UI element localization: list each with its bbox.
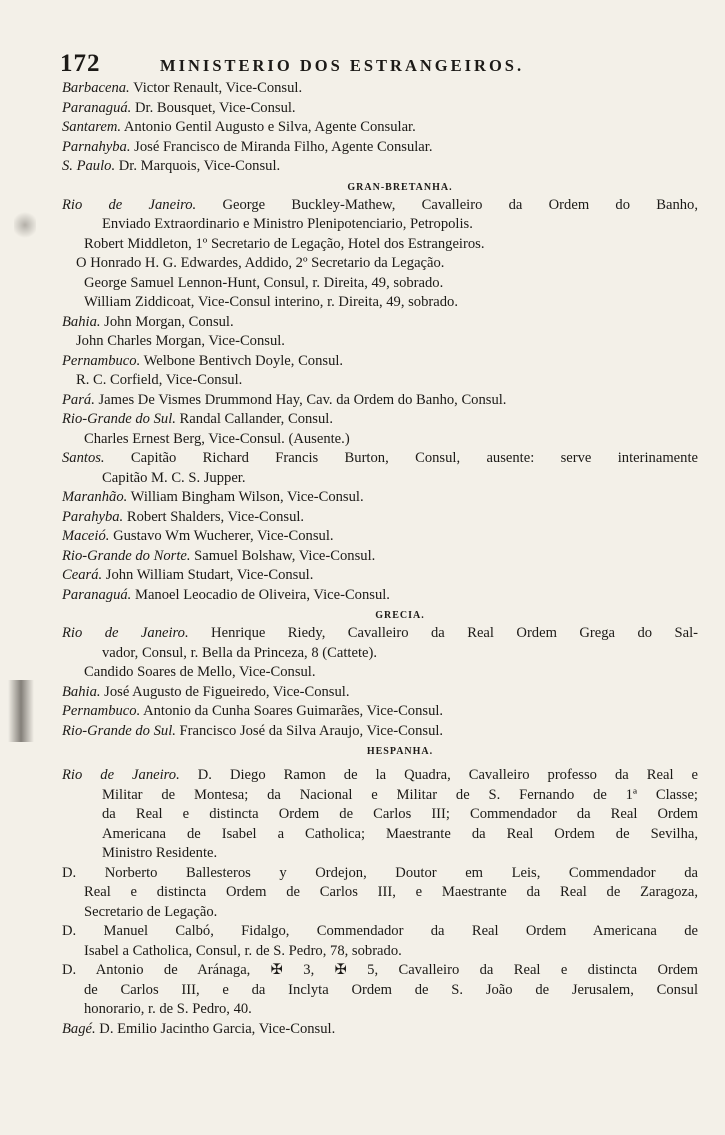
entry-text: Capitão Richard Francis Burton, Consul, ausente: serve interinamente: [104, 450, 698, 466]
entry-text: José Augusto de Figueiredo, Vice-Consul.: [100, 683, 350, 700]
place-name: Rio de Janeiro.: [62, 196, 197, 213]
directory-listing: [62, 79, 698, 1039]
directory-line: [62, 864, 698, 884]
directory-line: [62, 157, 698, 177]
directory-line: [62, 922, 698, 942]
page-title: MINISTERIO DOS ESTRANGEIROS.: [160, 56, 525, 75]
place-name: Parnahyba.: [62, 138, 131, 155]
place-name: Ceará.: [62, 567, 103, 583]
directory-line: [62, 430, 698, 450]
place-name: Bagé.: [62, 1020, 96, 1037]
entry-text: Randal Callander, Consul.: [175, 411, 333, 427]
entry-text: O Honrado H. G. Edwardes, Addido, 2º Secretario da Legação.: [76, 255, 445, 271]
place-name: Pará.: [62, 391, 95, 408]
directory-line: [62, 196, 698, 216]
place-name: Rio-Grande do Sul.: [62, 411, 176, 427]
entry-text: George Buckley-Mathew, Cavalleiro da Ordem do Banho,: [196, 196, 698, 213]
place-name: Maceió.: [62, 528, 110, 544]
entry-text: Robert Shalders, Vice-Consul.: [123, 508, 305, 525]
directory-line: [62, 371, 698, 391]
scan-mark: [14, 210, 36, 240]
directory-line: [62, 722, 698, 742]
entry-text: R. C. Corfield, Vice-Consul.: [76, 372, 243, 388]
place-name: Pernambuco.: [62, 352, 141, 369]
directory-line: [62, 624, 698, 644]
entry-text: Antonio Gentil Augusto e Silva, Agente Consular.: [121, 119, 416, 135]
place-name: Barbacena.: [62, 80, 130, 96]
directory-line: [62, 786, 698, 806]
place-name: Bahia.: [62, 683, 101, 700]
directory-line: [62, 1000, 698, 1020]
directory-line: [62, 586, 698, 606]
directory-line: [62, 644, 698, 664]
entry-text: de Carlos III, e da Inclyta Ordem de S. João de Jerusalem, Consul: [84, 981, 698, 998]
directory-line: [62, 79, 698, 99]
directory-line: [62, 352, 698, 372]
entry-text: Real e distincta Ordem de Carlos III, e Maestrante da Real de Zaragoza,: [84, 884, 698, 900]
directory-line: [62, 961, 698, 981]
entry-text: William Bingham Wilson, Vice-Consul.: [127, 489, 364, 505]
entry-text: Charles Ernest Berg, Vice-Consul. (Ausente.): [84, 430, 350, 447]
directory-line: [62, 825, 698, 845]
directory-line: [62, 903, 698, 923]
entry-text: Manoel Leocadio de Oliveira, Vice-Consul.: [131, 586, 390, 603]
place-name: Pernambuco.: [62, 703, 141, 719]
entry-text: Francisco José da Silva Araujo, Vice-Consul.: [175, 722, 444, 739]
directory-line: [62, 942, 698, 962]
place-name: Maranhão.: [62, 489, 128, 505]
entry-text: Isabel a Catholica, Consul, r. de S. Pedro, 78, sobrado.: [84, 942, 402, 959]
section-heading: HESPANHA.: [366, 746, 434, 757]
entry-text: John Charles Morgan, Vice-Consul.: [76, 333, 285, 349]
entry-text: vador, Consul, r. Bella da Princeza, 8 (Cattete).: [102, 644, 377, 661]
entry-text: Dr. Marquois, Vice-Consul.: [115, 158, 281, 174]
directory-line: [62, 663, 698, 683]
directory-line: [62, 118, 698, 138]
directory-line: [62, 332, 698, 352]
directory-line: [62, 508, 698, 528]
place-name: S. Paulo.: [62, 158, 116, 174]
directory-line: [62, 449, 698, 469]
directory-line: [62, 235, 698, 255]
directory-line: [62, 293, 698, 313]
place-name: Rio-Grande do Norte.: [62, 547, 191, 564]
entry-text: honorario, r. de S. Pedro, 40.: [84, 1001, 252, 1017]
entry-text: Welbone Bentivch Doyle, Consul.: [140, 352, 344, 369]
directory-line: [62, 527, 698, 547]
entry-text: Enviado Extraordinario e Ministro Plenipotenciario, Petropolis.: [102, 216, 473, 232]
page-number: 172: [60, 50, 101, 77]
entry-text: Americana de Isabel a Catholica; Maestrante da Real Ordem de Sevilha,: [102, 825, 698, 842]
entry-text: D. Norberto Ballesteros y Ordejon, Doutor em Leis, Commendador da: [62, 864, 698, 881]
directory-line: [62, 844, 698, 864]
directory-line: [62, 547, 698, 567]
directory-line: [62, 215, 698, 235]
place-name: Bahia.: [62, 313, 101, 330]
entry-text: Candido Soares de Mello, Vice-Consul.: [84, 664, 316, 680]
directory-line: [62, 981, 698, 1001]
entry-text: Samuel Bolshaw, Vice-Consul.: [190, 547, 376, 564]
entry-text: Dr. Bousquet, Vice-Consul.: [131, 99, 296, 116]
entry-text: Gustavo Wm Wucherer, Vice-Consul.: [109, 528, 334, 544]
entry-text: Robert Middleton, 1º Secretario de Legação, Hotel dos Estrangeiros.: [84, 235, 485, 252]
entry-text: Capitão M. C. S. Jupper.: [102, 469, 246, 486]
place-name: Santos.: [62, 450, 105, 466]
entry-text: Militar de Montesa; da Nacional e Militar de S. Fernando de 1ª Classe;: [102, 786, 698, 803]
entry-text: James De Vismes Drummond Hay, Cav. da Ordem do Banho, Consul.: [94, 391, 507, 408]
directory-line: [62, 391, 698, 411]
directory-line: [62, 1020, 698, 1040]
section-heading: GRECIA.: [375, 610, 425, 621]
place-name: Santarem.: [62, 119, 122, 135]
directory-line: [62, 702, 698, 722]
place-name: Paranaguá.: [62, 586, 132, 603]
place-name: Paranaguá.: [62, 99, 132, 116]
entry-text: John William Studart, Vice-Consul.: [102, 567, 314, 583]
entry-text: D. Emilio Jacintho Garcia, Vice-Consul.: [95, 1020, 336, 1037]
entry-text: Ministro Residente.: [102, 845, 218, 861]
entry-text: William Ziddicoat, Vice-Consul interino, r. Direita, 49, sobrado.: [84, 294, 458, 310]
section-heading: GRAN-BRETANHA.: [347, 181, 453, 193]
directory-line: [62, 683, 698, 703]
directory-line: [62, 410, 698, 430]
directory-line: [62, 138, 698, 158]
entry-text: D. Diego Ramon de la Quadra, Cavalleiro professo da Real e: [179, 767, 698, 783]
entry-text: D. Manuel Calbó, Fidalgo, Commendador da Real Ordem Americana de: [62, 923, 698, 939]
entry-text: da Real e distincta Ordem de Carlos III; Commendador da Real Ordem: [102, 806, 698, 822]
entry-text: John Morgan, Consul.: [100, 313, 234, 330]
place-name: Rio-Grande do Sul.: [62, 722, 176, 739]
entry-text: Victor Renault, Vice-Consul.: [129, 80, 303, 96]
scan-mark: [8, 680, 34, 742]
entry-text: Antonio da Cunha Soares Guimarães, Vice-Consul.: [140, 703, 444, 719]
directory-line: [62, 274, 698, 294]
entry-text: Henrique Riedy, Cavalleiro da Real Ordem Grega do Sal-: [188, 625, 698, 641]
directory-line: [62, 805, 698, 825]
directory-line: [62, 766, 698, 786]
place-name: Rio de Janeiro.: [62, 767, 180, 783]
directory-line: [62, 566, 698, 586]
directory-line: [62, 99, 698, 119]
directory-line: [62, 254, 698, 274]
entry-text: Secretario de Legação.: [84, 903, 218, 920]
entry-text: D. Antonio de Aránaga, ✠ 3, ✠ 5, Cavalleiro da Real e distincta Ordem: [62, 962, 698, 978]
place-name: Rio de Janeiro.: [62, 625, 189, 641]
entry-text: José Francisco de Miranda Filho, Agente Consular.: [130, 138, 433, 155]
directory-line: [62, 488, 698, 508]
directory-line: [62, 313, 698, 333]
directory-line: [62, 469, 698, 489]
place-name: Parahyba.: [62, 508, 124, 525]
page-header: [60, 50, 690, 80]
directory-line: [62, 883, 698, 903]
entry-text: George Samuel Lennon-Hunt, Consul, r. Direita, 49, sobrado.: [84, 274, 444, 291]
